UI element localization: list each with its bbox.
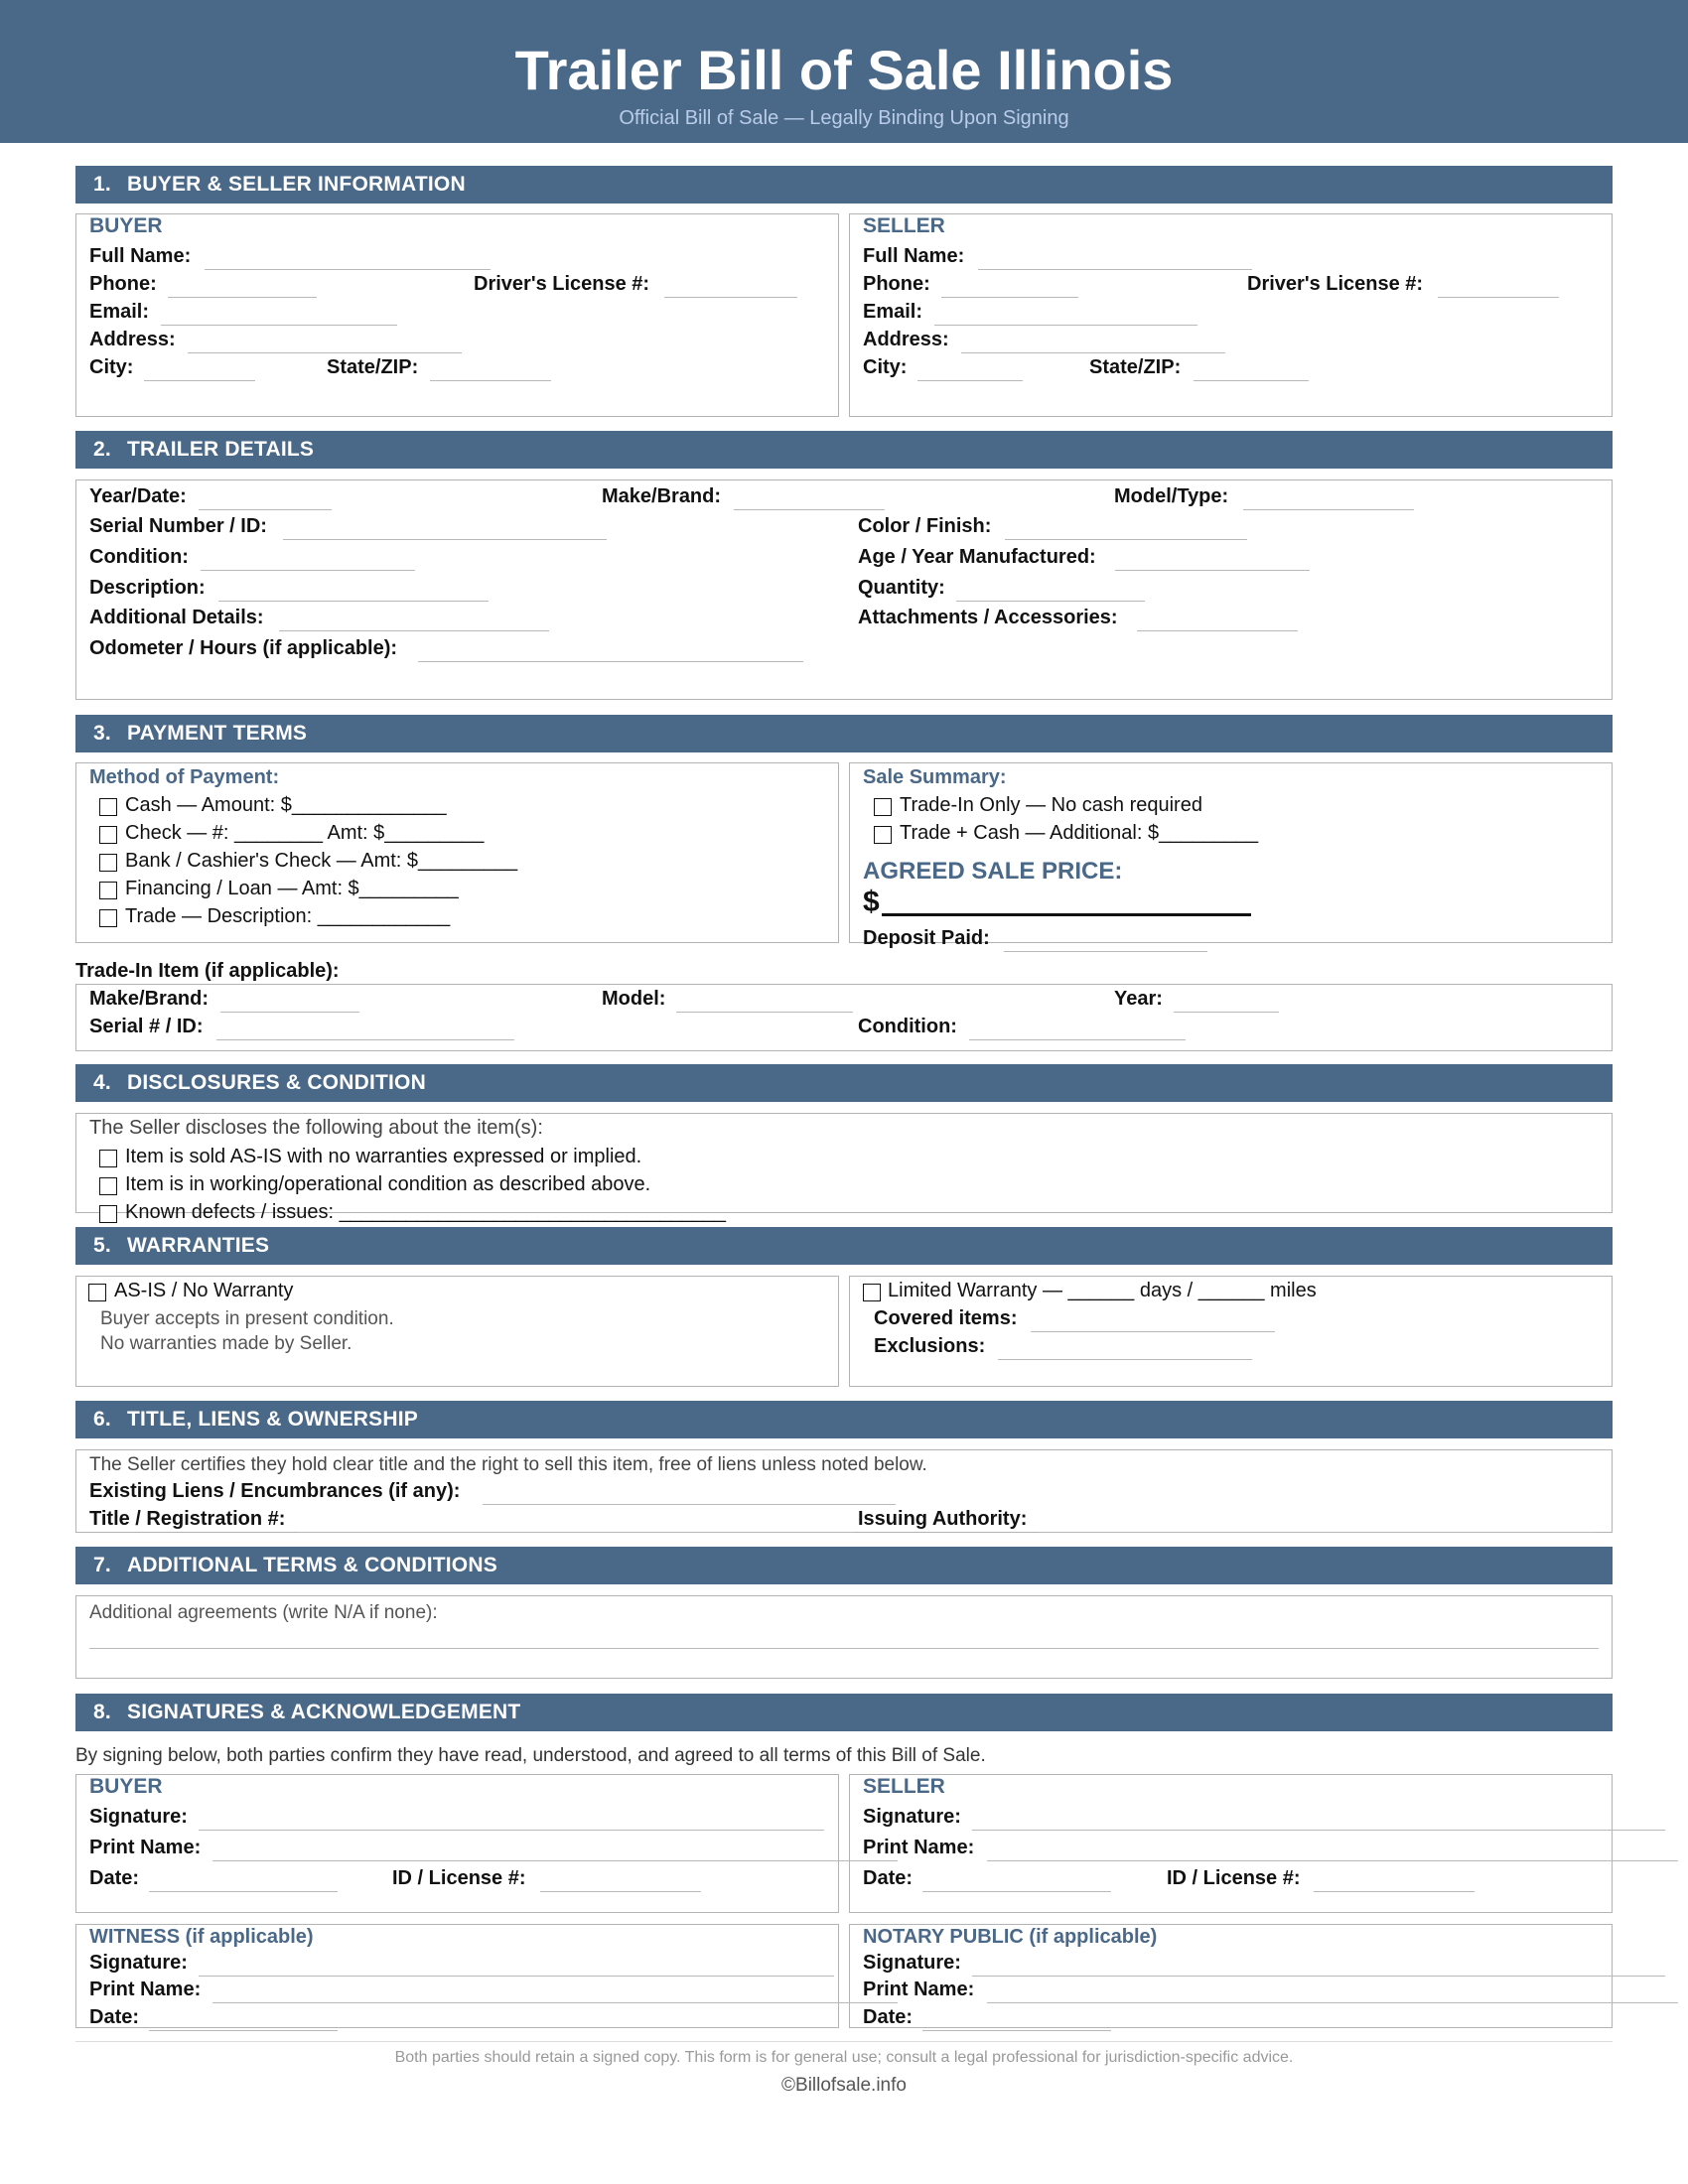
buyer-phone-label: Phone: (89, 273, 157, 295)
section-header-warranties: 5. WARRANTIES (75, 1227, 1613, 1265)
trailer-quantity-field[interactable] (956, 601, 1145, 602)
buyer-signature-field[interactable] (199, 1830, 824, 1831)
section-header-buyer-seller: 1. BUYER & SELLER INFORMATION (75, 166, 1613, 204)
trade-in-condition-field[interactable] (969, 1039, 1186, 1040)
disclosures-intro: The Seller discloses the following about the item(s): (89, 1117, 543, 1139)
page-title: Trailer Bill of Sale Illinois (514, 39, 1174, 101)
trailer-details-box (75, 479, 1613, 700)
buyer-id-license-field[interactable] (540, 1891, 701, 1892)
buyer-address-label: Address: (89, 329, 176, 350)
section-header-payment-terms: 3. PAYMENT TERMS (75, 715, 1613, 752)
financing-option-label: Financing / Loan — Amt: $_________ (125, 878, 459, 899)
trailer-model-label: Model/Type: (1114, 485, 1229, 507)
existing-liens-field[interactable] (483, 1504, 896, 1505)
buyer-state-zip-field[interactable] (430, 380, 551, 381)
seller-address-field[interactable] (961, 352, 1225, 353)
agreed-sale-price-label: AGREED SALE PRICE: (863, 858, 1123, 885)
trade-in-make-field[interactable] (220, 1012, 359, 1013)
buyer-print-name-field[interactable] (212, 1860, 898, 1861)
buyer-state-zip-label: State/ZIP: (327, 356, 419, 378)
issuing-authority-field[interactable] (1039, 1532, 1595, 1533)
known-defects-checkbox[interactable] (99, 1205, 117, 1223)
buyer-city-field[interactable] (144, 380, 255, 381)
bank-check-option-label: Bank / Cashier's Check — Amt: $_________ (125, 850, 518, 872)
notary-signature-field[interactable] (972, 1976, 1665, 1977)
seller-phone-field[interactable] (941, 297, 1078, 298)
seller-id-license-field[interactable] (1314, 1891, 1475, 1892)
trailer-quantity-label: Quantity: (858, 577, 945, 599)
seller-phone-label: Phone: (863, 273, 930, 295)
seller-state-zip-field[interactable] (1194, 380, 1309, 381)
section-header-signatures: 8. SIGNATURES & ACKNOWLEDGEMENT (75, 1694, 1613, 1731)
agreed-sale-price-dollar: $ (863, 886, 880, 918)
buyer-address-field[interactable] (188, 352, 462, 353)
trade-option-label: Trade — Description: ____________ (125, 905, 451, 927)
witness-date-label: Date: (89, 2006, 140, 2028)
section-header-additional-terms: 7. ADDITIONAL TERMS & CONDITIONS (75, 1547, 1613, 1584)
trailer-make-label: Make/Brand: (602, 485, 722, 507)
buyer-print-name-label: Print Name: (89, 1837, 202, 1858)
notary-print-name-label: Print Name: (863, 1979, 975, 2000)
deposit-paid-label: Deposit Paid: (863, 927, 990, 949)
cash-checkbox[interactable] (99, 798, 117, 816)
title-liens-intro: The Seller certifies they hold clear title and the right to sell this item, free of liens unless noted below. (89, 1454, 927, 1475)
seller-signature-heading: SELLER (863, 1775, 945, 1798)
trade-in-year-label: Year: (1114, 988, 1163, 1010)
seller-full-name-label: Full Name: (863, 245, 965, 267)
buyer-phone-field[interactable] (168, 297, 317, 298)
footer-divider (75, 2041, 1613, 2042)
buyer-date-label: Date: (89, 1867, 140, 1889)
trade-in-only-checkbox[interactable] (874, 798, 892, 816)
as-is-disclosure-checkbox[interactable] (99, 1150, 117, 1167)
limited-warranty-checkbox[interactable] (863, 1284, 881, 1301)
trade-plus-cash-checkbox[interactable] (874, 826, 892, 844)
trade-checkbox[interactable] (99, 909, 117, 927)
trailer-condition-label: Condition: (89, 546, 189, 568)
check-option-label: Check — #: ________ Amt: $_________ (125, 822, 485, 844)
witness-print-name-field[interactable] (212, 2002, 898, 2003)
buyer-full-name-label: Full Name: (89, 245, 192, 267)
trailer-model-field[interactable] (1243, 509, 1414, 510)
covered-items-field[interactable] (1031, 1331, 1275, 1332)
buyer-email-field[interactable] (161, 325, 397, 326)
seller-full-name-field[interactable] (978, 269, 1252, 270)
notary-heading: NOTARY PUBLIC (if applicable) (863, 1926, 1158, 1948)
seller-city-label: City: (863, 356, 908, 378)
trade-in-heading: Trade-In Item (if applicable): (75, 960, 340, 982)
sale-summary-heading: Sale Summary: (863, 766, 1007, 788)
trailer-description-field[interactable] (218, 601, 489, 602)
buyer-box (75, 213, 839, 417)
witness-heading: WITNESS (if applicable) (89, 1926, 314, 1948)
footer-copyright: ©Billofsale.info (781, 2075, 907, 2096)
trailer-age-label: Age / Year Manufactured: (858, 546, 1096, 568)
seller-print-name-label: Print Name: (863, 1837, 975, 1858)
buyer-date-field[interactable] (149, 1891, 338, 1892)
buyer-signature-label: Signature: (89, 1806, 188, 1828)
buyer-city-label: City: (89, 356, 134, 378)
page-subtitle: Official Bill of Sale — Legally Binding Upon Signing (619, 107, 1069, 129)
footer-note: Both parties should retain a signed copy. This form is for general use; consult a legal professional for jurisdiction-specific advice. (394, 2049, 1294, 2066)
seller-date-label: Date: (863, 1867, 914, 1889)
issuing-authority-label: Issuing Authority: (858, 1508, 1028, 1530)
trailer-year-field[interactable] (199, 509, 332, 510)
seller-email-label: Email: (863, 301, 923, 323)
notary-signature-label: Signature: (863, 1952, 961, 1974)
trade-plus-cash-label: Trade + Cash — Additional: $_________ (900, 822, 1259, 844)
seller-date-field[interactable] (922, 1891, 1111, 1892)
covered-items-label: Covered items: (874, 1307, 1018, 1329)
trailer-age-field[interactable] (1115, 570, 1310, 571)
seller-city-field[interactable] (917, 380, 1023, 381)
trailer-additional-label: Additional Details: (89, 607, 264, 628)
witness-signature-field[interactable] (199, 1976, 834, 1977)
trailer-color-label: Color / Finish: (858, 515, 992, 537)
trade-in-year-field[interactable] (1174, 1012, 1279, 1013)
trade-in-serial-field[interactable] (216, 1039, 514, 1040)
as-is-warranty-note-2: No warranties made by Seller. (100, 1333, 352, 1354)
section-header-disclosures: 4. DISCLOSURES & CONDITION (75, 1064, 1613, 1102)
trailer-additional-field[interactable] (279, 630, 549, 631)
exclusions-label: Exclusions: (874, 1335, 986, 1357)
title-registration-label: Title / Registration #: (89, 1508, 286, 1530)
trailer-serial-field[interactable] (283, 539, 607, 540)
section-header-title-liens: 6. TITLE, LIENS & OWNERSHIP (75, 1401, 1613, 1438)
trade-in-box (75, 984, 1613, 1051)
additional-terms-prompt: Additional agreements (write N/A if none): (89, 1602, 438, 1623)
trade-in-model-field[interactable] (676, 1012, 853, 1013)
exclusions-field[interactable] (998, 1359, 1252, 1360)
seller-address-label: Address: (863, 329, 949, 350)
trailer-serial-label: Serial Number / ID: (89, 515, 267, 537)
as-is-warranty-checkbox[interactable] (88, 1284, 106, 1301)
seller-box (849, 213, 1613, 417)
trade-in-model-label: Model: (602, 988, 666, 1010)
additional-terms-field[interactable] (89, 1648, 1599, 1649)
seller-print-name-field[interactable] (987, 1860, 1678, 1861)
financing-checkbox[interactable] (99, 882, 117, 899)
trailer-color-field[interactable] (1005, 539, 1247, 540)
check-checkbox[interactable] (99, 826, 117, 844)
buyer-license-label: Driver's License #: (474, 273, 650, 295)
working-condition-checkbox[interactable] (99, 1177, 117, 1195)
trailer-condition-field[interactable] (201, 570, 415, 571)
as-is-disclosure-label: Item is sold AS-IS with no warranties expressed or implied. (125, 1146, 642, 1167)
seller-email-field[interactable] (934, 325, 1197, 326)
trailer-odometer-label: Odometer / Hours (if applicable): (89, 637, 398, 659)
payment-method-heading: Method of Payment: (89, 766, 280, 788)
trade-in-only-label: Trade-In Only — No cash required (900, 794, 1202, 816)
as-is-warranty-label: AS-IS / No Warranty (114, 1280, 294, 1301)
buyer-license-field[interactable] (664, 297, 797, 298)
agreed-sale-price-field[interactable] (882, 913, 1251, 916)
witness-signature-label: Signature: (89, 1952, 188, 1974)
seller-license-label: Driver's License #: (1247, 273, 1424, 295)
trade-in-make-label: Make/Brand: (89, 988, 210, 1010)
trailer-odometer-field[interactable] (418, 661, 803, 662)
cash-option-label: Cash — Amount: $______________ (125, 794, 447, 816)
witness-date-field[interactable] (149, 2030, 338, 2031)
notary-date-label: Date: (863, 2006, 914, 2028)
deposit-paid-field[interactable] (1004, 951, 1207, 952)
title-registration-field[interactable] (298, 1532, 854, 1533)
section-header-trailer-details: 2. TRAILER DETAILS (75, 431, 1613, 469)
trailer-attachments-label: Attachments / Accessories: (858, 607, 1118, 628)
trade-in-condition-label: Condition: (858, 1016, 957, 1037)
signatures-intro: By signing below, both parties confirm they have read, understood, and agreed to all terms of this Bill of Sale. (75, 1745, 986, 1766)
trailer-attachments-field[interactable] (1137, 630, 1298, 631)
known-defects-label: Known defects / issues: ___________________________________ (125, 1201, 726, 1223)
seller-license-field[interactable] (1438, 297, 1559, 298)
trailer-description-label: Description: (89, 577, 206, 599)
seller-signature-field[interactable] (972, 1830, 1665, 1831)
trailer-make-field[interactable] (734, 509, 885, 510)
buyer-full-name-field[interactable] (205, 269, 491, 270)
as-is-warranty-note-1: Buyer accepts in present condition. (100, 1308, 394, 1329)
seller-signature-label: Signature: (863, 1806, 961, 1828)
notary-date-field[interactable] (922, 2030, 1111, 2031)
buyer-signature-heading: BUYER (89, 1775, 163, 1798)
bank-check-checkbox[interactable] (99, 854, 117, 872)
buyer-email-label: Email: (89, 301, 150, 323)
notary-print-name-field[interactable] (987, 2002, 1678, 2003)
buyer-heading: BUYER (89, 214, 163, 237)
witness-print-name-label: Print Name: (89, 1979, 202, 2000)
seller-id-license-label: ID / License #: (1167, 1867, 1301, 1889)
working-condition-label: Item is in working/operational condition as described above. (125, 1173, 651, 1195)
trailer-year-label: Year/Date: (89, 485, 187, 507)
buyer-id-license-label: ID / License #: (392, 1867, 526, 1889)
existing-liens-label: Existing Liens / Encumbrances (if any): (89, 1480, 461, 1502)
trade-in-serial-label: Serial # / ID: (89, 1016, 204, 1037)
seller-state-zip-label: State/ZIP: (1089, 356, 1182, 378)
limited-warranty-label: Limited Warranty — ______ days / ______ miles (888, 1280, 1317, 1301)
seller-heading: SELLER (863, 214, 945, 237)
